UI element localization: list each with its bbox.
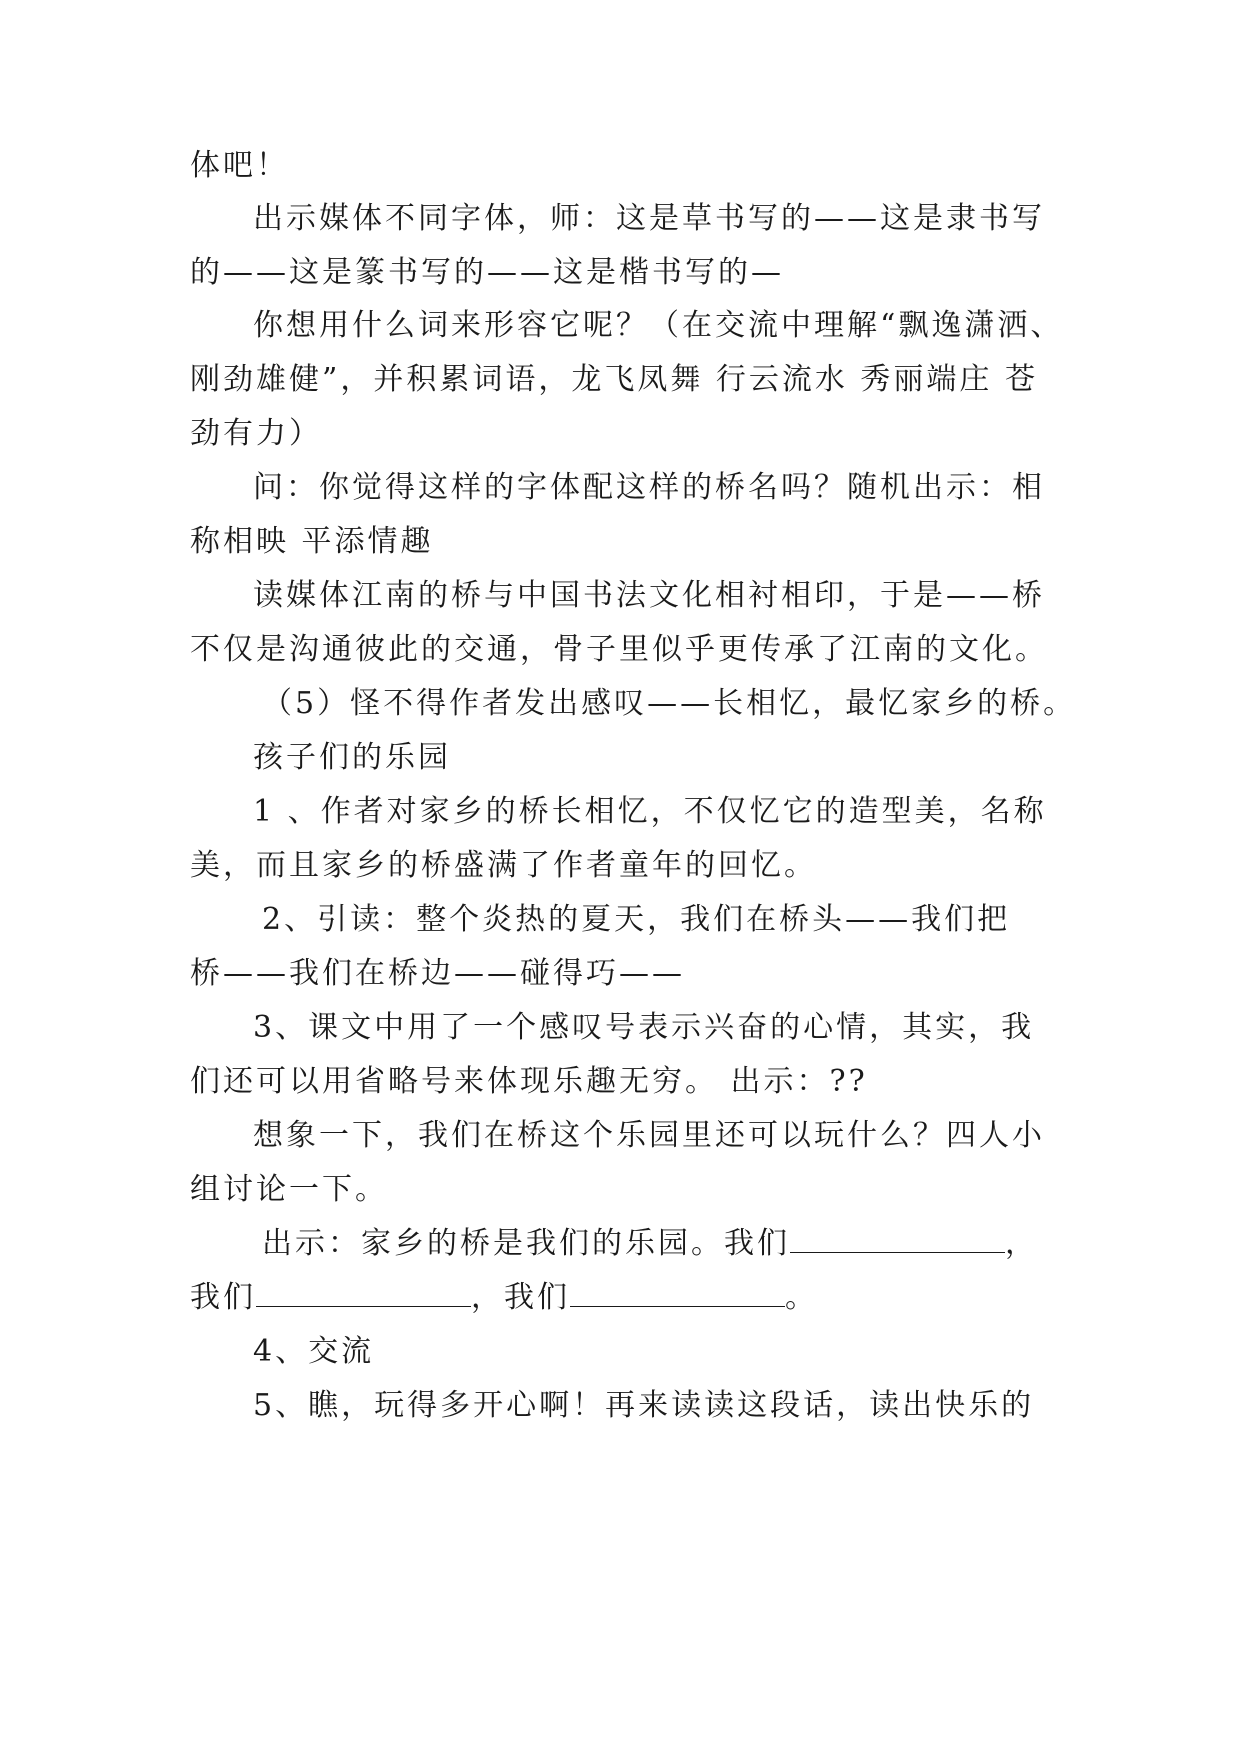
text-line: 桥——我们在桥边——碰得巧—— bbox=[190, 956, 685, 991]
fill-blank bbox=[790, 1226, 1005, 1253]
text-line: 问：你觉得这样的字体配这样的桥名吗？随机出示：相 bbox=[253, 470, 1045, 505]
text-line: 称相映 平添情趣 bbox=[190, 524, 434, 559]
text-line: 美，而且家乡的桥盛满了作者童年的回忆。 bbox=[190, 848, 817, 883]
text-line: 的——这是篆书写的——这是楷书写的— bbox=[190, 255, 784, 290]
text-line: 5、瞧，玩得多开心啊！再来读读这段话，读出快乐的 bbox=[253, 1388, 1035, 1423]
text-line: 组讨论一下。 bbox=[190, 1172, 388, 1207]
fill-prefix: 我们 bbox=[190, 1280, 256, 1315]
text-line: 劲有力） bbox=[190, 416, 322, 451]
fill-in-line-1 bbox=[262, 1226, 1038, 1262]
fill-in-line-2 bbox=[190, 1280, 818, 1316]
fill-mid: ，我们 bbox=[471, 1280, 570, 1315]
text-line: 们还可以用省略号来体现乐趣无穷。 出示：?? bbox=[190, 1064, 868, 1099]
text-line: 想象一下，我们在桥这个乐园里还可以玩什么？四人小 bbox=[253, 1118, 1045, 1153]
text-line: 不仅是沟通彼此的交通，骨子里似乎更传承了江南的文化。 bbox=[190, 632, 1048, 667]
text-line: 2、引读：整个炎热的夏天，我们在桥头——我们把 bbox=[262, 902, 1011, 937]
fill-prefix: 出示：家乡的桥是我们的乐园。我们 bbox=[262, 1226, 790, 1261]
text-line: 你想用什么词来形容它呢？（在交流中理解“飘逸潇洒、 bbox=[253, 308, 1064, 343]
text-line: 3、课文中用了一个感叹号表示兴奋的心情，其实，我 bbox=[253, 1010, 1035, 1045]
text-line: 出示媒体不同字体，师：这是草书写的——这是隶书写 bbox=[253, 201, 1045, 236]
fill-blank bbox=[256, 1280, 471, 1307]
fill-suffix: 。 bbox=[785, 1280, 818, 1315]
text-line: （5）怪不得作者发出感叹——长相忆，最忆家乡的桥。 bbox=[262, 686, 1077, 721]
fill-blank bbox=[570, 1280, 785, 1307]
section-heading: 孩子们的乐园 bbox=[253, 740, 451, 775]
text-line: 读媒体江南的桥与中国书法文化相衬相印，于是——桥 bbox=[253, 578, 1045, 613]
text-line: 1 、作者对家乡的桥长相忆，不仅忆它的造型美，名称 bbox=[253, 794, 1047, 829]
text-line: 4、交流 bbox=[253, 1334, 375, 1369]
text-line: 刚劲雄健”，并积累词语，龙飞凤舞 行云流水 秀丽端庄 苍 bbox=[190, 362, 1038, 397]
fill-suffix: ， bbox=[1005, 1226, 1038, 1261]
text-line: 体吧！ bbox=[190, 148, 289, 183]
